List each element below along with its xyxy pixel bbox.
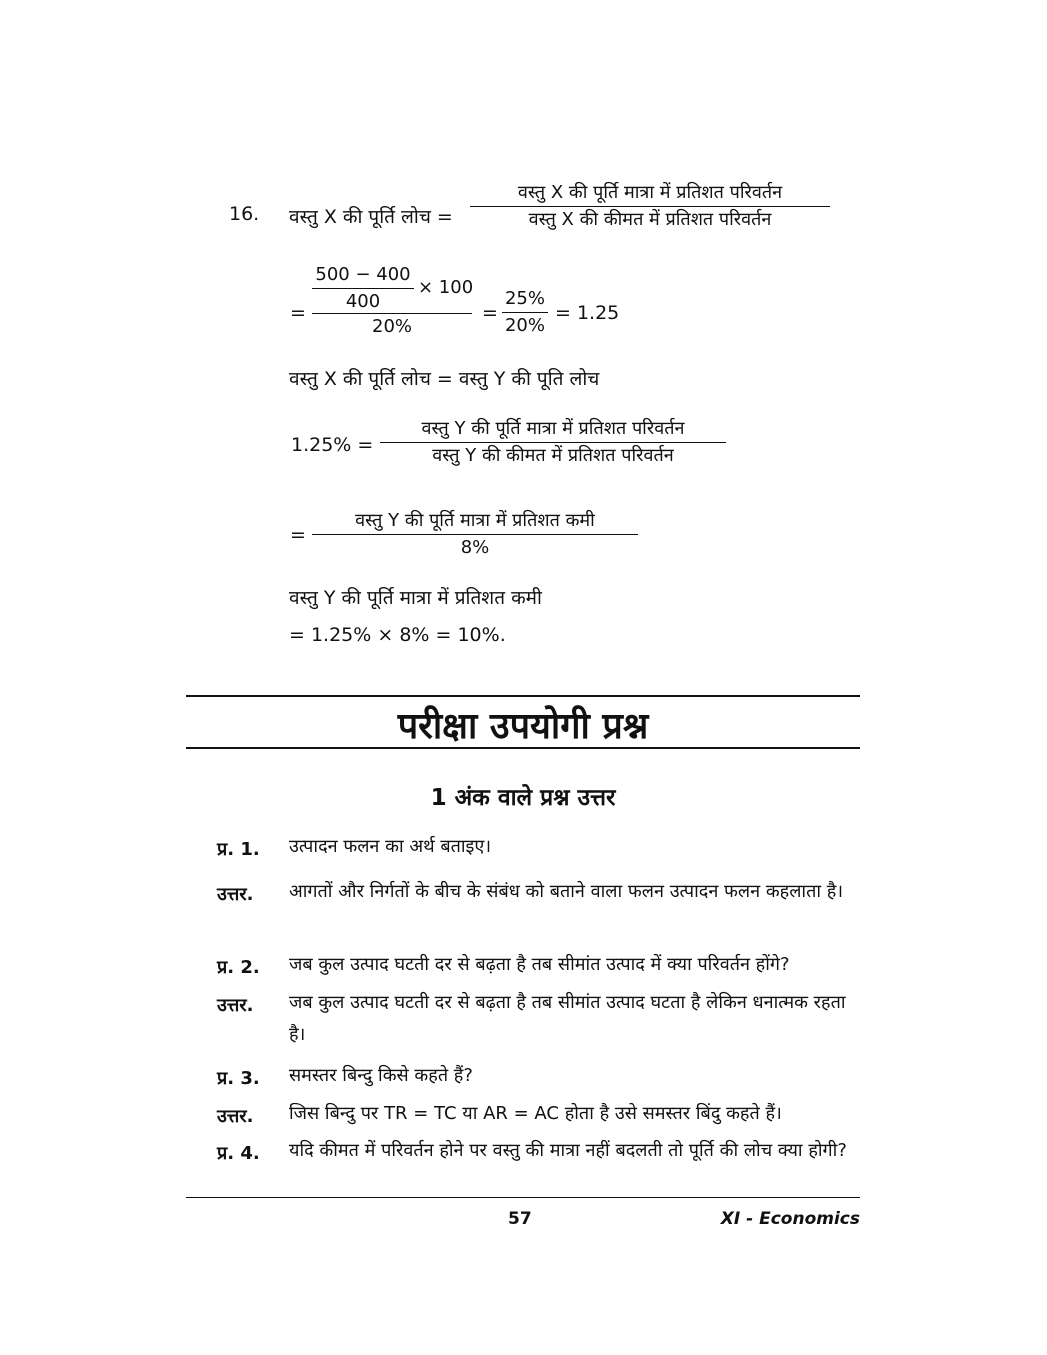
fraction-elasticity-y [380,416,726,469]
footer-rule [186,1197,860,1198]
fraction-elasticity-x [470,180,830,233]
fraction-denominator: वस्तु Y की कीमत में प्रतिशत परिवर्तन [432,445,674,466]
qa-label: प्र. 3. [217,1068,260,1089]
qa-label: प्र. 4. [217,1143,260,1164]
answer-text: जब कुल उत्पाद घटती दर से बढ़ता है तब सीमांत उत्पाद घटता है लेकिन धनात्मक रहता है। [289,992,846,1045]
qa-label: प्र. 2. [217,957,260,978]
mid-numerator: 25% [504,288,545,309]
decrease-label: वस्तु Y की पूर्ति मात्रा में प्रतिशत कमी [289,587,542,609]
final-answer: = 1.25% × 8% = 10%. [289,624,506,646]
heading-bottom-rule [186,747,860,749]
fraction-decrease [312,508,638,561]
book-title: XI - Economics [720,1209,860,1229]
inner-fraction [312,262,414,315]
fraction-denominator: वस्तु X की कीमत में प्रतिशत परिवर्तन [528,209,772,230]
section-title: परीक्षा उपयोगी प्रश्न [397,706,649,747]
page-number: 57 [508,1209,532,1229]
inner-denominator: 400 [345,291,381,312]
outer-bar [312,313,472,314]
question-text: उत्पादन फलन का अर्थ बताइए। [289,836,492,857]
question-text: जब कुल उत्पाद घटती दर से बढ़ता है तब सीमांत उत्पाद में क्या परिवर्तन होंगे? [289,954,790,975]
qa-label: उत्तर. [217,884,254,905]
elasticity-y-value: 1.25% = [291,434,374,456]
fraction-numerator: वस्तु Y की पूर्ति मात्रा में प्रतिशत परिवर्तन [421,418,685,439]
mid-denominator: 20% [504,315,545,336]
qa-label: उत्तर. [217,995,254,1016]
times-hundred: × 100 [418,277,474,298]
qa-label: प्र. 1. [217,839,260,860]
qa-label: उत्तर. [217,1106,254,1127]
equals-sign: = [482,302,498,324]
question-text: यदि कीमत में परिवर्तन होने पर वस्तु की मात्रा नहीं बदलती तो पूर्ति की लोच क्या होगी? [289,1140,847,1161]
step2-result: = 1.25 [555,302,620,324]
elasticity-x-label: वस्तु X की पूर्ति लोच = [289,206,453,228]
heading-top-rule [186,695,860,697]
answer-text: जिस बिन्दु पर TR = TC या AR = AC होता है उसे समस्तर बिंदु कहते हैं। [289,1103,782,1124]
compound-fraction [312,262,472,342]
fraction-denominator: 8% [460,537,490,558]
question-text: समस्तर बिन्दु किसे कहते हैं? [289,1065,473,1086]
answer-text: आगतों और निर्गतों के बीच के संबंध को बताने वाला फलन उत्पादन फलन कहलाता है। [289,881,844,902]
outer-denominator: 20% [372,316,413,337]
section-subtitle: 1 अंक वाले प्रश्न उत्तर [430,785,616,811]
equality-statement: वस्तु X की पूर्ति लोच = वस्तु Y की पूति लोच [289,368,600,390]
fraction-numerator: वस्तु Y की पूर्ति मात्रा में प्रतिशत कमी [355,510,595,531]
solution-number: 16. [229,203,260,225]
inner-numerator: 500 − 400 [315,264,411,285]
fraction-numerator: वस्तु X की पूर्ति मात्रा में प्रतिशत परिवर्तन [517,182,783,203]
equals-sign: = [290,524,306,546]
equals-sign: = [290,302,306,324]
mid-fraction [502,286,548,339]
